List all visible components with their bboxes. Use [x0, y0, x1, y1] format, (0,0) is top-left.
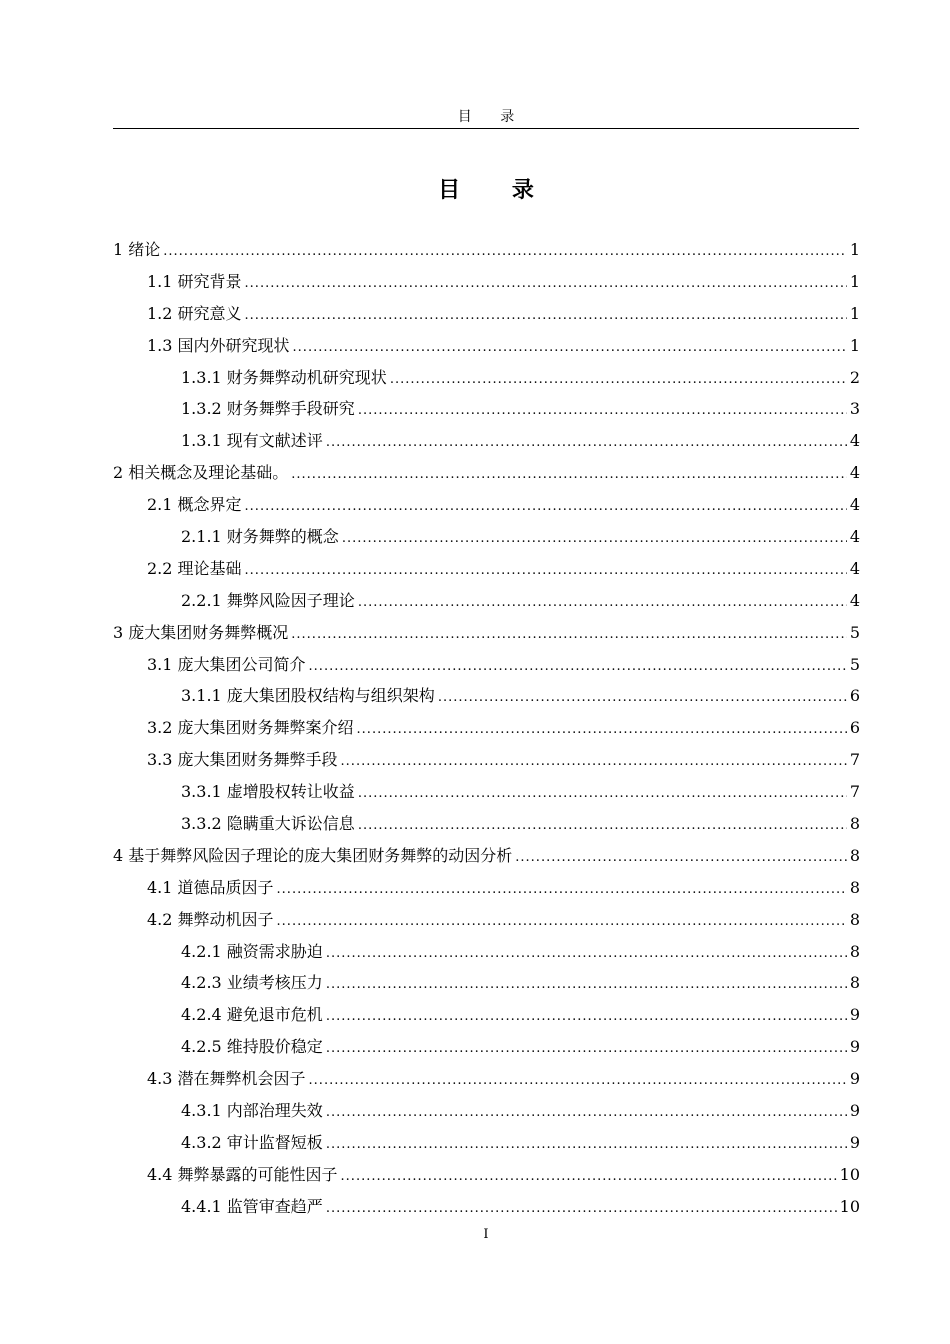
- toc-dot-leader: [277, 874, 847, 904]
- toc-entry-title: 1.3 国内外研究现状: [147, 335, 290, 355]
- toc-entry-title: 3.3 庞大集团财务舞弊手段: [147, 750, 338, 770]
- toc-entry-page: 4: [849, 431, 860, 451]
- toc-entry[interactable]: [113, 936, 860, 968]
- toc-entry[interactable]: [113, 1127, 860, 1159]
- toc-entry-page: 1: [849, 240, 860, 259]
- toc-dot-leader: [277, 906, 847, 936]
- toc-entry-page: 7: [849, 750, 860, 770]
- toc-dot-leader: [438, 682, 847, 712]
- toc-entry-title: 2.1 概念界定: [147, 495, 242, 515]
- toc-entry-title: 1.3.2 财务舞弊手段研究: [181, 399, 355, 419]
- toc-entry[interactable]: [113, 266, 860, 298]
- toc-list: [113, 234, 860, 1223]
- toc-entry[interactable]: [113, 872, 860, 904]
- toc-entry-page: 1: [849, 271, 860, 291]
- toc-entry-title: 1 绪论: [113, 240, 161, 259]
- toc-entry-title: 4.2 舞弊动机因子: [147, 909, 274, 929]
- toc-entry-page: 6: [849, 718, 860, 738]
- toc-entry-page: 10: [839, 1164, 860, 1184]
- toc-entry[interactable]: [113, 808, 860, 840]
- toc-entry[interactable]: [113, 904, 860, 936]
- toc-entry-page: 1: [849, 335, 860, 355]
- toc-entry-title: 4.2.3 业绩考核压力: [181, 973, 323, 993]
- toc-entry-title: 2 相关概念及理论基础。: [113, 463, 289, 483]
- toc-entry-title: 2.1.1 财务舞弊的概念: [181, 527, 339, 547]
- toc-entry-title: 4.3.1 内部治理失效: [181, 1101, 323, 1121]
- toc-entry-page: 5: [849, 654, 860, 674]
- toc-entry[interactable]: [113, 553, 860, 585]
- toc-entry[interactable]: [113, 298, 860, 330]
- toc-entry-page: 5: [849, 622, 860, 642]
- toc-entry[interactable]: [113, 1063, 860, 1095]
- toc-entry-page: 9: [849, 1037, 860, 1057]
- toc-dot-leader: [163, 236, 847, 266]
- toc-entry-page: 9: [849, 1101, 860, 1121]
- toc-entry-page: 8: [849, 973, 860, 993]
- toc-entry-title: 3.3.2 隐瞒重大诉讼信息: [181, 814, 355, 834]
- toc-entry-title: 3.1.1 庞大集团股权结构与组织架构: [181, 686, 435, 706]
- toc-entry-title: 4.3.2 审计监督短板: [181, 1132, 323, 1152]
- toc-dot-leader: [245, 491, 847, 521]
- toc-title: 目 录: [438, 177, 556, 203]
- toc-entry-page: 9: [849, 1005, 860, 1025]
- toc-dot-leader: [358, 778, 847, 808]
- running-header: 目 录: [457, 109, 527, 125]
- toc-entry-title: 1.1 研究背景: [147, 271, 242, 291]
- toc-dot-leader: [341, 1161, 837, 1191]
- toc-entry[interactable]: [113, 680, 860, 712]
- toc-entry-page: 9: [849, 1132, 860, 1152]
- toc-entry[interactable]: [113, 840, 860, 872]
- toc-entry[interactable]: [113, 1095, 860, 1127]
- toc-dot-leader: [342, 523, 847, 553]
- toc-entry-page: 8: [849, 814, 860, 834]
- toc-entry[interactable]: [113, 744, 860, 776]
- toc-dot-leader: [326, 969, 847, 999]
- toc-entry-title: 4.2.4 避免退市危机: [181, 1005, 323, 1025]
- toc-dot-leader: [326, 1129, 847, 1159]
- toc-entry[interactable]: [113, 776, 860, 808]
- toc-entry[interactable]: [113, 649, 860, 681]
- toc-entry-page: 4: [849, 527, 860, 547]
- toc-entry-page: 8: [849, 877, 860, 897]
- toc-entry-title: 3.1 庞大集团公司简介: [147, 654, 306, 674]
- toc-entry-title: 4 基于舞弊风险因子理论的庞大集团财务舞弊的动因分析: [113, 845, 513, 865]
- toc-entry-page: 8: [849, 845, 860, 865]
- toc-dot-leader: [326, 1193, 837, 1223]
- toc-entry[interactable]: [113, 234, 860, 266]
- toc-entry-title: 4.1 道德品质因子: [147, 877, 274, 897]
- toc-entry-page: 4: [849, 495, 860, 515]
- toc-entry-title: 3.2 庞大集团财务舞弊案介绍: [147, 718, 354, 738]
- toc-entry-page: 6: [849, 686, 860, 706]
- toc-dot-leader: [326, 1033, 847, 1063]
- toc-entry-title: 3.3.1 虚增股权转让收益: [181, 782, 355, 802]
- toc-dot-leader: [245, 300, 847, 330]
- toc-entry-page: 4: [849, 558, 860, 578]
- toc-entry-page: 1: [849, 303, 860, 323]
- toc-entry-page: 8: [849, 941, 860, 961]
- toc-dot-leader: [358, 395, 847, 425]
- toc-dot-leader: [245, 555, 847, 585]
- toc-entry[interactable]: [113, 489, 860, 521]
- toc-entry-title: 3 庞大集团财务舞弊概况: [113, 622, 289, 642]
- toc-dot-leader: [515, 842, 847, 872]
- toc-dot-leader: [358, 587, 847, 617]
- toc-entry[interactable]: [113, 457, 860, 489]
- toc-dot-leader: [326, 1097, 847, 1127]
- toc-entry-title: 4.4.1 监管审查趋严: [181, 1196, 323, 1216]
- toc-dot-leader: [291, 619, 847, 649]
- toc-entry[interactable]: [113, 521, 860, 553]
- toc-dot-leader: [357, 714, 847, 744]
- toc-dot-leader: [245, 268, 847, 298]
- toc-entry[interactable]: [113, 362, 860, 394]
- toc-entry[interactable]: [113, 393, 860, 425]
- toc-entry-title: 2.2 理论基础: [147, 558, 242, 578]
- toc-entry[interactable]: [113, 617, 860, 649]
- toc-dot-leader: [309, 1065, 847, 1095]
- toc-dot-leader: [341, 746, 847, 776]
- toc-entry[interactable]: [113, 585, 860, 617]
- toc-entry-title: 4.4 舞弊暴露的可能性因子: [147, 1164, 338, 1184]
- toc-dot-leader: [309, 651, 847, 681]
- header-rule: [113, 128, 859, 129]
- page-number: I: [483, 1227, 489, 1242]
- toc-entry-page: 4: [849, 590, 860, 610]
- toc-entry-title: 4.2.5 维持股价稳定: [181, 1037, 323, 1057]
- toc-dot-leader: [326, 427, 847, 457]
- toc-entry-page: 2: [849, 367, 860, 387]
- toc-entry[interactable]: [113, 967, 860, 999]
- toc-dot-leader: [326, 938, 847, 968]
- toc-entry[interactable]: [113, 1159, 860, 1191]
- toc-entry[interactable]: [113, 1191, 860, 1223]
- toc-entry-page: 4: [849, 463, 860, 483]
- toc-entry-title: 1.2 研究意义: [147, 303, 242, 323]
- toc-dot-leader: [326, 1001, 847, 1031]
- toc-dot-leader: [358, 810, 847, 840]
- toc-entry-title: 4.3 潜在舞弊机会因子: [147, 1069, 306, 1089]
- toc-entry-page: 10: [839, 1196, 860, 1216]
- toc-entry-title: 1.3.1 财务舞弊动机研究现状: [181, 367, 387, 387]
- toc-entry-page: 9: [849, 1069, 860, 1089]
- toc-dot-leader: [293, 332, 847, 362]
- toc-entry-page: 8: [849, 909, 860, 929]
- toc-entry[interactable]: [113, 712, 860, 744]
- toc-entry-title: 1.3.1 现有文献述评: [181, 431, 323, 451]
- toc-dot-leader: [390, 364, 847, 394]
- toc-entry-page: 7: [849, 782, 860, 802]
- toc-entry-page: 3: [849, 399, 860, 419]
- toc-entry[interactable]: [113, 330, 860, 362]
- toc-entry-title: 4.2.1 融资需求胁迫: [181, 941, 323, 961]
- toc-entry-title: 2.2.1 舞弊风险因子理论: [181, 590, 355, 610]
- toc-dot-leader: [291, 459, 847, 489]
- toc-entry[interactable]: [113, 1031, 860, 1063]
- toc-entry[interactable]: [113, 425, 860, 457]
- toc-entry[interactable]: [113, 999, 860, 1031]
